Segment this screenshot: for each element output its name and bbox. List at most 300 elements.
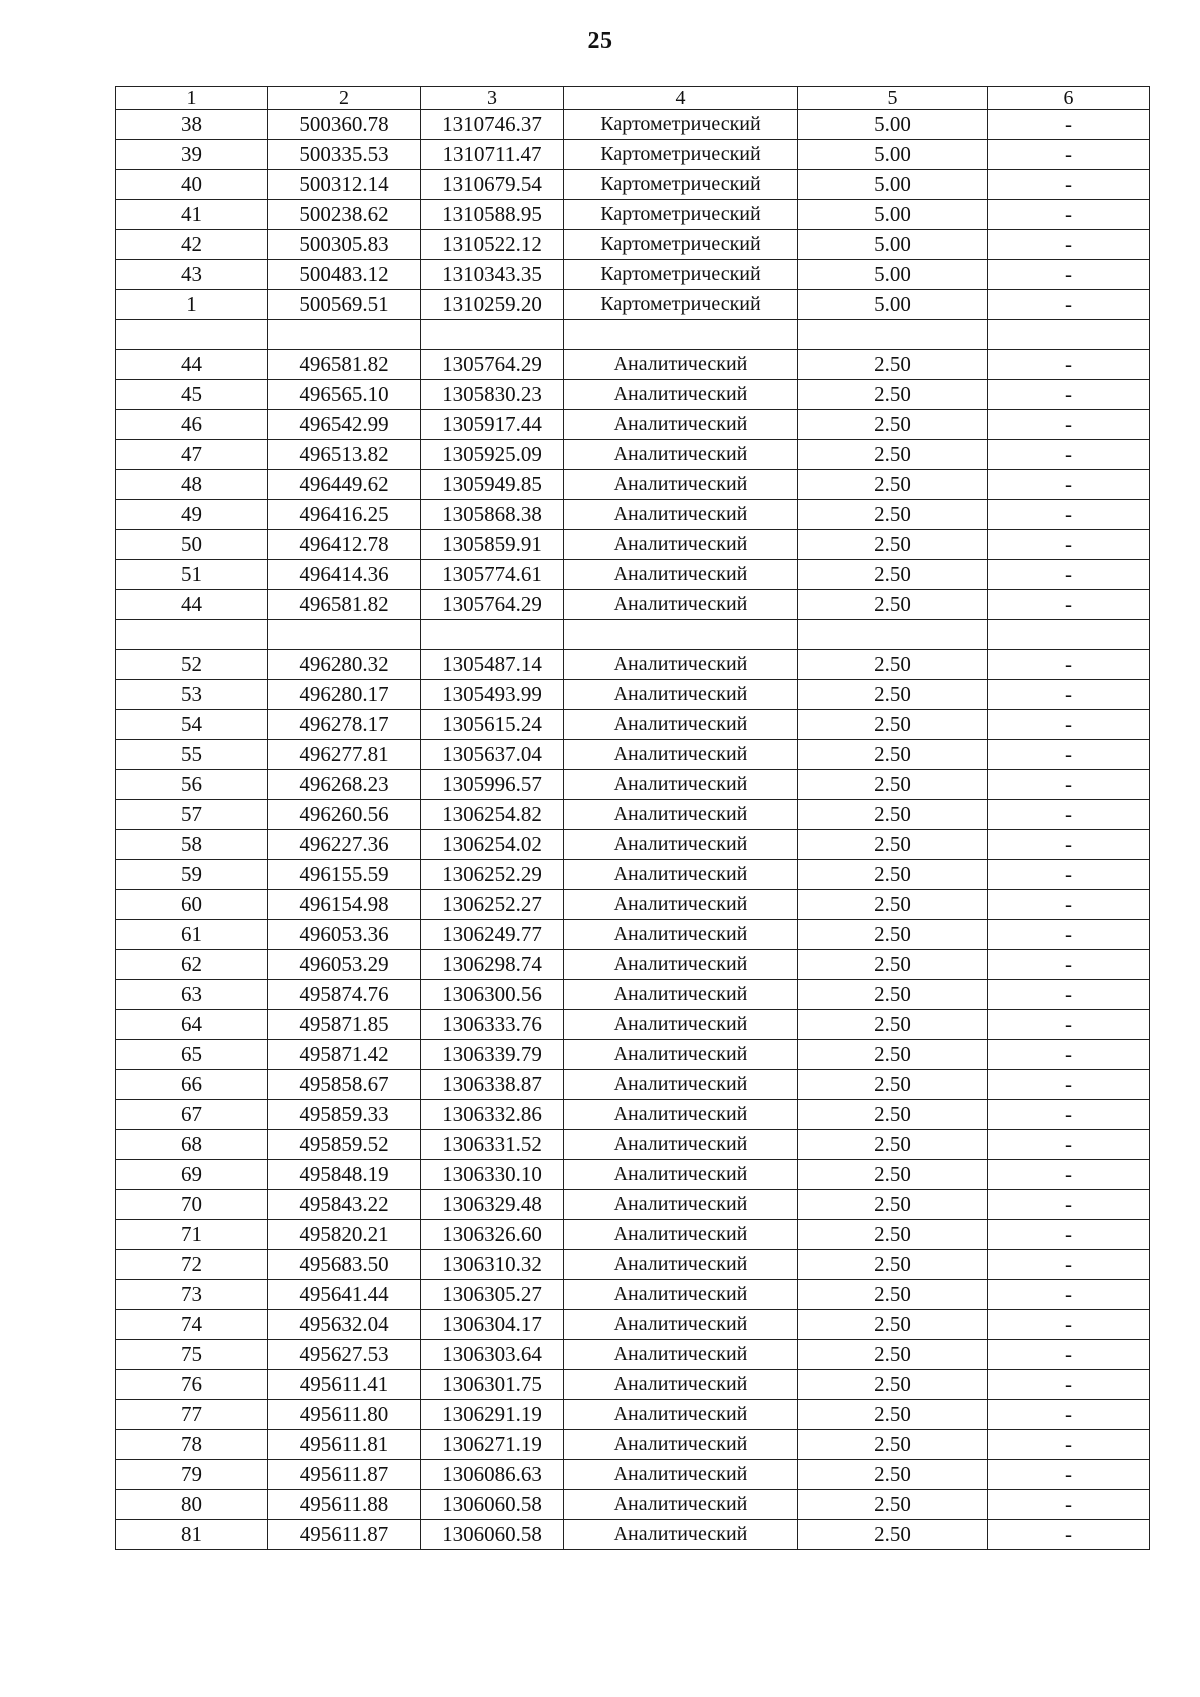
method-cell: Аналитический — [564, 1160, 798, 1190]
accuracy-cell: 2.50 — [798, 830, 988, 860]
coordinates-table — [115, 86, 1150, 1550]
note-cell — [988, 620, 1150, 650]
y-coordinate-cell: 1310711.47 — [421, 140, 564, 170]
method-cell: Картометрический — [564, 230, 798, 260]
note-cell — [988, 320, 1150, 350]
table-row — [116, 410, 1150, 440]
table-row — [116, 620, 1150, 650]
method-cell: Аналитический — [564, 560, 798, 590]
table-row — [116, 890, 1150, 920]
note-cell: - — [988, 860, 1150, 890]
y-coordinate-cell: 1306326.60 — [421, 1220, 564, 1250]
note-cell: - — [988, 470, 1150, 500]
table-row — [116, 650, 1150, 680]
note-cell: - — [988, 680, 1150, 710]
x-coordinate-cell: 496280.32 — [268, 650, 421, 680]
y-coordinate-cell: 1305949.85 — [421, 470, 564, 500]
x-coordinate-cell: 495871.42 — [268, 1040, 421, 1070]
x-coordinate-cell — [268, 320, 421, 350]
x-coordinate-cell: 495611.80 — [268, 1400, 421, 1430]
point-number-cell: 73 — [116, 1280, 268, 1310]
x-coordinate-cell: 496414.36 — [268, 560, 421, 590]
table-row — [116, 470, 1150, 500]
point-number-cell: 48 — [116, 470, 268, 500]
note-cell: - — [988, 110, 1150, 140]
table-row — [116, 500, 1150, 530]
x-coordinate-cell: 495611.88 — [268, 1490, 421, 1520]
y-coordinate-cell: 1305493.99 — [421, 680, 564, 710]
point-number-cell: 43 — [116, 260, 268, 290]
note-cell: - — [988, 1370, 1150, 1400]
table-row — [116, 1100, 1150, 1130]
table-row — [116, 230, 1150, 260]
point-number-cell: 42 — [116, 230, 268, 260]
accuracy-cell: 5.00 — [798, 140, 988, 170]
y-coordinate-cell: 1305764.29 — [421, 590, 564, 620]
accuracy-cell: 2.50 — [798, 1250, 988, 1280]
method-cell: Аналитический — [564, 500, 798, 530]
point-number-cell: 45 — [116, 380, 268, 410]
x-coordinate-cell: 495627.53 — [268, 1340, 421, 1370]
accuracy-cell: 5.00 — [798, 200, 988, 230]
table-row — [116, 1400, 1150, 1430]
point-number-cell: 38 — [116, 110, 268, 140]
method-cell: Аналитический — [564, 1220, 798, 1250]
x-coordinate-cell: 496053.36 — [268, 920, 421, 950]
x-coordinate-cell: 495859.52 — [268, 1130, 421, 1160]
x-coordinate-cell: 500483.12 — [268, 260, 421, 290]
method-cell: Картометрический — [564, 170, 798, 200]
y-coordinate-cell: 1305764.29 — [421, 350, 564, 380]
y-coordinate-cell: 1310679.54 — [421, 170, 564, 200]
method-cell: Аналитический — [564, 650, 798, 680]
note-cell: - — [988, 560, 1150, 590]
point-number-cell: 41 — [116, 200, 268, 230]
note-cell: - — [988, 1100, 1150, 1130]
table-row — [116, 860, 1150, 890]
point-number-cell: 77 — [116, 1400, 268, 1430]
accuracy-cell: 5.00 — [798, 170, 988, 200]
table-row — [116, 1250, 1150, 1280]
accuracy-cell: 2.50 — [798, 1370, 988, 1400]
x-coordinate-cell: 496542.99 — [268, 410, 421, 440]
note-cell: - — [988, 1490, 1150, 1520]
note-cell: - — [988, 200, 1150, 230]
note-cell: - — [988, 1340, 1150, 1370]
point-number-cell: 1 — [116, 290, 268, 320]
y-coordinate-cell: 1306249.77 — [421, 920, 564, 950]
note-cell: - — [988, 170, 1150, 200]
accuracy-cell: 2.50 — [798, 1010, 988, 1040]
y-coordinate-cell: 1306252.29 — [421, 860, 564, 890]
method-cell: Аналитический — [564, 1520, 798, 1550]
note-cell: - — [988, 1010, 1150, 1040]
y-coordinate-cell: 1306271.19 — [421, 1430, 564, 1460]
point-number-cell: 49 — [116, 500, 268, 530]
method-cell: Аналитический — [564, 770, 798, 800]
table-row — [116, 440, 1150, 470]
y-coordinate-cell: 1306300.56 — [421, 980, 564, 1010]
x-coordinate-cell: 496565.10 — [268, 380, 421, 410]
note-cell: - — [988, 890, 1150, 920]
table-row — [116, 320, 1150, 350]
column-header-3: 3 — [421, 87, 564, 110]
y-coordinate-cell — [421, 320, 564, 350]
method-cell: Аналитический — [564, 530, 798, 560]
accuracy-cell: 2.50 — [798, 770, 988, 800]
y-coordinate-cell: 1306305.27 — [421, 1280, 564, 1310]
note-cell: - — [988, 410, 1150, 440]
point-number-cell — [116, 620, 268, 650]
y-coordinate-cell: 1306310.32 — [421, 1250, 564, 1280]
table-row — [116, 1280, 1150, 1310]
point-number-cell: 46 — [116, 410, 268, 440]
y-coordinate-cell: 1306331.52 — [421, 1130, 564, 1160]
point-number-cell: 58 — [116, 830, 268, 860]
note-cell: - — [988, 980, 1150, 1010]
x-coordinate-cell: 496268.23 — [268, 770, 421, 800]
table-row — [116, 110, 1150, 140]
accuracy-cell: 2.50 — [798, 1190, 988, 1220]
point-number-cell: 40 — [116, 170, 268, 200]
method-cell: Аналитический — [564, 1430, 798, 1460]
x-coordinate-cell: 496227.36 — [268, 830, 421, 860]
x-coordinate-cell: 496053.29 — [268, 950, 421, 980]
table-row — [116, 560, 1150, 590]
accuracy-cell: 2.50 — [798, 800, 988, 830]
x-coordinate-cell: 495820.21 — [268, 1220, 421, 1250]
column-header-1: 1 — [116, 87, 268, 110]
accuracy-cell: 2.50 — [798, 1490, 988, 1520]
point-number-cell: 67 — [116, 1100, 268, 1130]
table-row — [116, 1010, 1150, 1040]
table-row — [116, 1310, 1150, 1340]
table-row — [116, 770, 1150, 800]
y-coordinate-cell: 1306086.63 — [421, 1460, 564, 1490]
point-number-cell: 71 — [116, 1220, 268, 1250]
point-number-cell: 78 — [116, 1430, 268, 1460]
point-number-cell: 75 — [116, 1340, 268, 1370]
x-coordinate-cell: 495859.33 — [268, 1100, 421, 1130]
method-cell: Аналитический — [564, 590, 798, 620]
y-coordinate-cell: 1305487.14 — [421, 650, 564, 680]
table-row — [116, 1460, 1150, 1490]
method-cell: Аналитический — [564, 740, 798, 770]
note-cell: - — [988, 920, 1150, 950]
method-cell: Аналитический — [564, 1040, 798, 1070]
note-cell: - — [988, 1190, 1150, 1220]
accuracy-cell: 2.50 — [798, 740, 988, 770]
column-header-6: 6 — [988, 87, 1150, 110]
accuracy-cell: 2.50 — [798, 890, 988, 920]
accuracy-cell: 2.50 — [798, 680, 988, 710]
method-cell: Аналитический — [564, 1010, 798, 1040]
accuracy-cell: 2.50 — [798, 1160, 988, 1190]
y-coordinate-cell: 1306333.76 — [421, 1010, 564, 1040]
accuracy-cell: 2.50 — [798, 860, 988, 890]
method-cell: Аналитический — [564, 350, 798, 380]
note-cell: - — [988, 1040, 1150, 1070]
y-coordinate-cell: 1305996.57 — [421, 770, 564, 800]
table-row — [116, 1340, 1150, 1370]
accuracy-cell: 2.50 — [798, 1070, 988, 1100]
x-coordinate-cell: 495843.22 — [268, 1190, 421, 1220]
point-number-cell: 47 — [116, 440, 268, 470]
accuracy-cell: 2.50 — [798, 440, 988, 470]
x-coordinate-cell: 495871.85 — [268, 1010, 421, 1040]
table-row — [116, 800, 1150, 830]
method-cell: Аналитический — [564, 980, 798, 1010]
note-cell: - — [988, 1310, 1150, 1340]
point-number-cell: 60 — [116, 890, 268, 920]
table-row — [116, 1370, 1150, 1400]
point-number-cell: 66 — [116, 1070, 268, 1100]
x-coordinate-cell: 495874.76 — [268, 980, 421, 1010]
y-coordinate-cell: 1305637.04 — [421, 740, 564, 770]
x-coordinate-cell: 495641.44 — [268, 1280, 421, 1310]
table-row — [116, 170, 1150, 200]
note-cell: - — [988, 1400, 1150, 1430]
note-cell: - — [988, 440, 1150, 470]
x-coordinate-cell: 495632.04 — [268, 1310, 421, 1340]
note-cell: - — [988, 1520, 1150, 1550]
y-coordinate-cell: 1306252.27 — [421, 890, 564, 920]
note-cell: - — [988, 1280, 1150, 1310]
point-number-cell: 59 — [116, 860, 268, 890]
x-coordinate-cell: 496154.98 — [268, 890, 421, 920]
y-coordinate-cell: 1310588.95 — [421, 200, 564, 230]
point-number-cell: 54 — [116, 710, 268, 740]
point-number-cell: 39 — [116, 140, 268, 170]
table-row — [116, 530, 1150, 560]
point-number-cell: 61 — [116, 920, 268, 950]
note-cell: - — [988, 1160, 1150, 1190]
x-coordinate-cell: 500305.83 — [268, 230, 421, 260]
method-cell: Аналитический — [564, 950, 798, 980]
y-coordinate-cell: 1310746.37 — [421, 110, 564, 140]
accuracy-cell: 2.50 — [798, 950, 988, 980]
note-cell: - — [988, 380, 1150, 410]
accuracy-cell: 2.50 — [798, 1220, 988, 1250]
x-coordinate-cell: 500312.14 — [268, 170, 421, 200]
table-row — [116, 1430, 1150, 1460]
table-row — [116, 680, 1150, 710]
x-coordinate-cell: 496280.17 — [268, 680, 421, 710]
point-number-cell: 64 — [116, 1010, 268, 1040]
column-header-2: 2 — [268, 87, 421, 110]
point-number-cell: 52 — [116, 650, 268, 680]
table-row — [116, 140, 1150, 170]
method-cell: Аналитический — [564, 680, 798, 710]
table-row — [116, 350, 1150, 380]
y-coordinate-cell: 1305830.23 — [421, 380, 564, 410]
method-cell: Аналитический — [564, 1340, 798, 1370]
x-coordinate-cell: 496260.56 — [268, 800, 421, 830]
note-cell: - — [988, 140, 1150, 170]
table-row — [116, 950, 1150, 980]
point-number-cell: 63 — [116, 980, 268, 1010]
note-cell: - — [988, 770, 1150, 800]
table-row — [116, 1220, 1150, 1250]
x-coordinate-cell — [268, 620, 421, 650]
point-number-cell: 74 — [116, 1310, 268, 1340]
accuracy-cell: 2.50 — [798, 1340, 988, 1370]
method-cell: Аналитический — [564, 710, 798, 740]
note-cell: - — [988, 530, 1150, 560]
point-number-cell: 72 — [116, 1250, 268, 1280]
note-cell: - — [988, 1130, 1150, 1160]
x-coordinate-cell: 496416.25 — [268, 500, 421, 530]
accuracy-cell: 2.50 — [798, 350, 988, 380]
table-header-row — [116, 87, 1150, 110]
table-row — [116, 710, 1150, 740]
x-coordinate-cell: 496449.62 — [268, 470, 421, 500]
accuracy-cell: 5.00 — [798, 290, 988, 320]
y-coordinate-cell: 1306338.87 — [421, 1070, 564, 1100]
note-cell: - — [988, 830, 1150, 860]
column-header-5: 5 — [798, 87, 988, 110]
table-row — [116, 830, 1150, 860]
accuracy-cell: 2.50 — [798, 410, 988, 440]
note-cell: - — [988, 350, 1150, 380]
table-row — [116, 1070, 1150, 1100]
method-cell: Аналитический — [564, 380, 798, 410]
method-cell: Аналитический — [564, 1250, 798, 1280]
point-number-cell: 80 — [116, 1490, 268, 1520]
method-cell: Аналитический — [564, 440, 798, 470]
method-cell: Аналитический — [564, 1280, 798, 1310]
accuracy-cell: 2.50 — [798, 1430, 988, 1460]
table-row — [116, 380, 1150, 410]
note-cell: - — [988, 1460, 1150, 1490]
accuracy-cell: 5.00 — [798, 260, 988, 290]
accuracy-cell: 2.50 — [798, 1040, 988, 1070]
method-cell: Аналитический — [564, 920, 798, 950]
point-number-cell — [116, 320, 268, 350]
y-coordinate-cell: 1306332.86 — [421, 1100, 564, 1130]
x-coordinate-cell: 496513.82 — [268, 440, 421, 470]
y-coordinate-cell: 1306298.74 — [421, 950, 564, 980]
accuracy-cell: 2.50 — [798, 500, 988, 530]
note-cell: - — [988, 230, 1150, 260]
note-cell: - — [988, 710, 1150, 740]
point-number-cell: 57 — [116, 800, 268, 830]
note-cell: - — [988, 500, 1150, 530]
y-coordinate-cell: 1306339.79 — [421, 1040, 564, 1070]
method-cell: Картометрический — [564, 290, 798, 320]
point-number-cell: 65 — [116, 1040, 268, 1070]
point-number-cell: 81 — [116, 1520, 268, 1550]
accuracy-cell: 2.50 — [798, 380, 988, 410]
note-cell: - — [988, 260, 1150, 290]
accuracy-cell: 2.50 — [798, 1460, 988, 1490]
x-coordinate-cell: 495611.87 — [268, 1520, 421, 1550]
accuracy-cell: 2.50 — [798, 1280, 988, 1310]
method-cell: Аналитический — [564, 1190, 798, 1220]
accuracy-cell — [798, 320, 988, 350]
method-cell — [564, 620, 798, 650]
x-coordinate-cell: 500238.62 — [268, 200, 421, 230]
y-coordinate-cell: 1306060.58 — [421, 1520, 564, 1550]
table-row — [116, 1190, 1150, 1220]
accuracy-cell: 2.50 — [798, 470, 988, 500]
method-cell: Аналитический — [564, 890, 798, 920]
accuracy-cell: 2.50 — [798, 920, 988, 950]
note-cell: - — [988, 1220, 1150, 1250]
y-coordinate-cell: 1306329.48 — [421, 1190, 564, 1220]
y-coordinate-cell: 1306301.75 — [421, 1370, 564, 1400]
y-coordinate-cell: 1310522.12 — [421, 230, 564, 260]
method-cell: Картометрический — [564, 110, 798, 140]
method-cell: Картометрический — [564, 200, 798, 230]
x-coordinate-cell: 496412.78 — [268, 530, 421, 560]
x-coordinate-cell: 500569.51 — [268, 290, 421, 320]
method-cell: Аналитический — [564, 800, 798, 830]
accuracy-cell: 2.50 — [798, 1520, 988, 1550]
method-cell: Картометрический — [564, 260, 798, 290]
y-coordinate-cell: 1310343.35 — [421, 260, 564, 290]
x-coordinate-cell: 495858.67 — [268, 1070, 421, 1100]
point-number-cell: 50 — [116, 530, 268, 560]
point-number-cell: 56 — [116, 770, 268, 800]
point-number-cell: 79 — [116, 1460, 268, 1490]
accuracy-cell — [798, 620, 988, 650]
note-cell: - — [988, 800, 1150, 830]
accuracy-cell: 2.50 — [798, 650, 988, 680]
method-cell: Аналитический — [564, 1490, 798, 1520]
note-cell: - — [988, 740, 1150, 770]
table-row — [116, 200, 1150, 230]
page-number: 25 — [587, 28, 613, 54]
note-cell: - — [988, 590, 1150, 620]
y-coordinate-cell: 1306303.64 — [421, 1340, 564, 1370]
x-coordinate-cell: 496277.81 — [268, 740, 421, 770]
accuracy-cell: 2.50 — [798, 1310, 988, 1340]
method-cell: Аналитический — [564, 830, 798, 860]
y-coordinate-cell: 1306291.19 — [421, 1400, 564, 1430]
accuracy-cell: 5.00 — [798, 230, 988, 260]
accuracy-cell: 2.50 — [798, 980, 988, 1010]
table-body — [116, 110, 1150, 1550]
x-coordinate-cell: 495683.50 — [268, 1250, 421, 1280]
y-coordinate-cell: 1305917.44 — [421, 410, 564, 440]
y-coordinate-cell: 1306330.10 — [421, 1160, 564, 1190]
table-row — [116, 1130, 1150, 1160]
point-number-cell: 76 — [116, 1370, 268, 1400]
x-coordinate-cell: 500335.53 — [268, 140, 421, 170]
x-coordinate-cell: 495611.41 — [268, 1370, 421, 1400]
y-coordinate-cell: 1305859.91 — [421, 530, 564, 560]
note-cell: - — [988, 1430, 1150, 1460]
accuracy-cell: 2.50 — [798, 530, 988, 560]
x-coordinate-cell: 496278.17 — [268, 710, 421, 740]
table-row — [116, 980, 1150, 1010]
note-cell: - — [988, 650, 1150, 680]
method-cell: Картометрический — [564, 140, 798, 170]
method-cell: Аналитический — [564, 410, 798, 440]
accuracy-cell: 2.50 — [798, 560, 988, 590]
y-coordinate-cell: 1306060.58 — [421, 1490, 564, 1520]
table-row — [116, 590, 1150, 620]
point-number-cell: 70 — [116, 1190, 268, 1220]
y-coordinate-cell: 1305615.24 — [421, 710, 564, 740]
x-coordinate-cell: 500360.78 — [268, 110, 421, 140]
method-cell: Аналитический — [564, 470, 798, 500]
method-cell: Аналитический — [564, 860, 798, 890]
x-coordinate-cell: 495611.81 — [268, 1430, 421, 1460]
table-row — [116, 260, 1150, 290]
column-header-4: 4 — [564, 87, 798, 110]
